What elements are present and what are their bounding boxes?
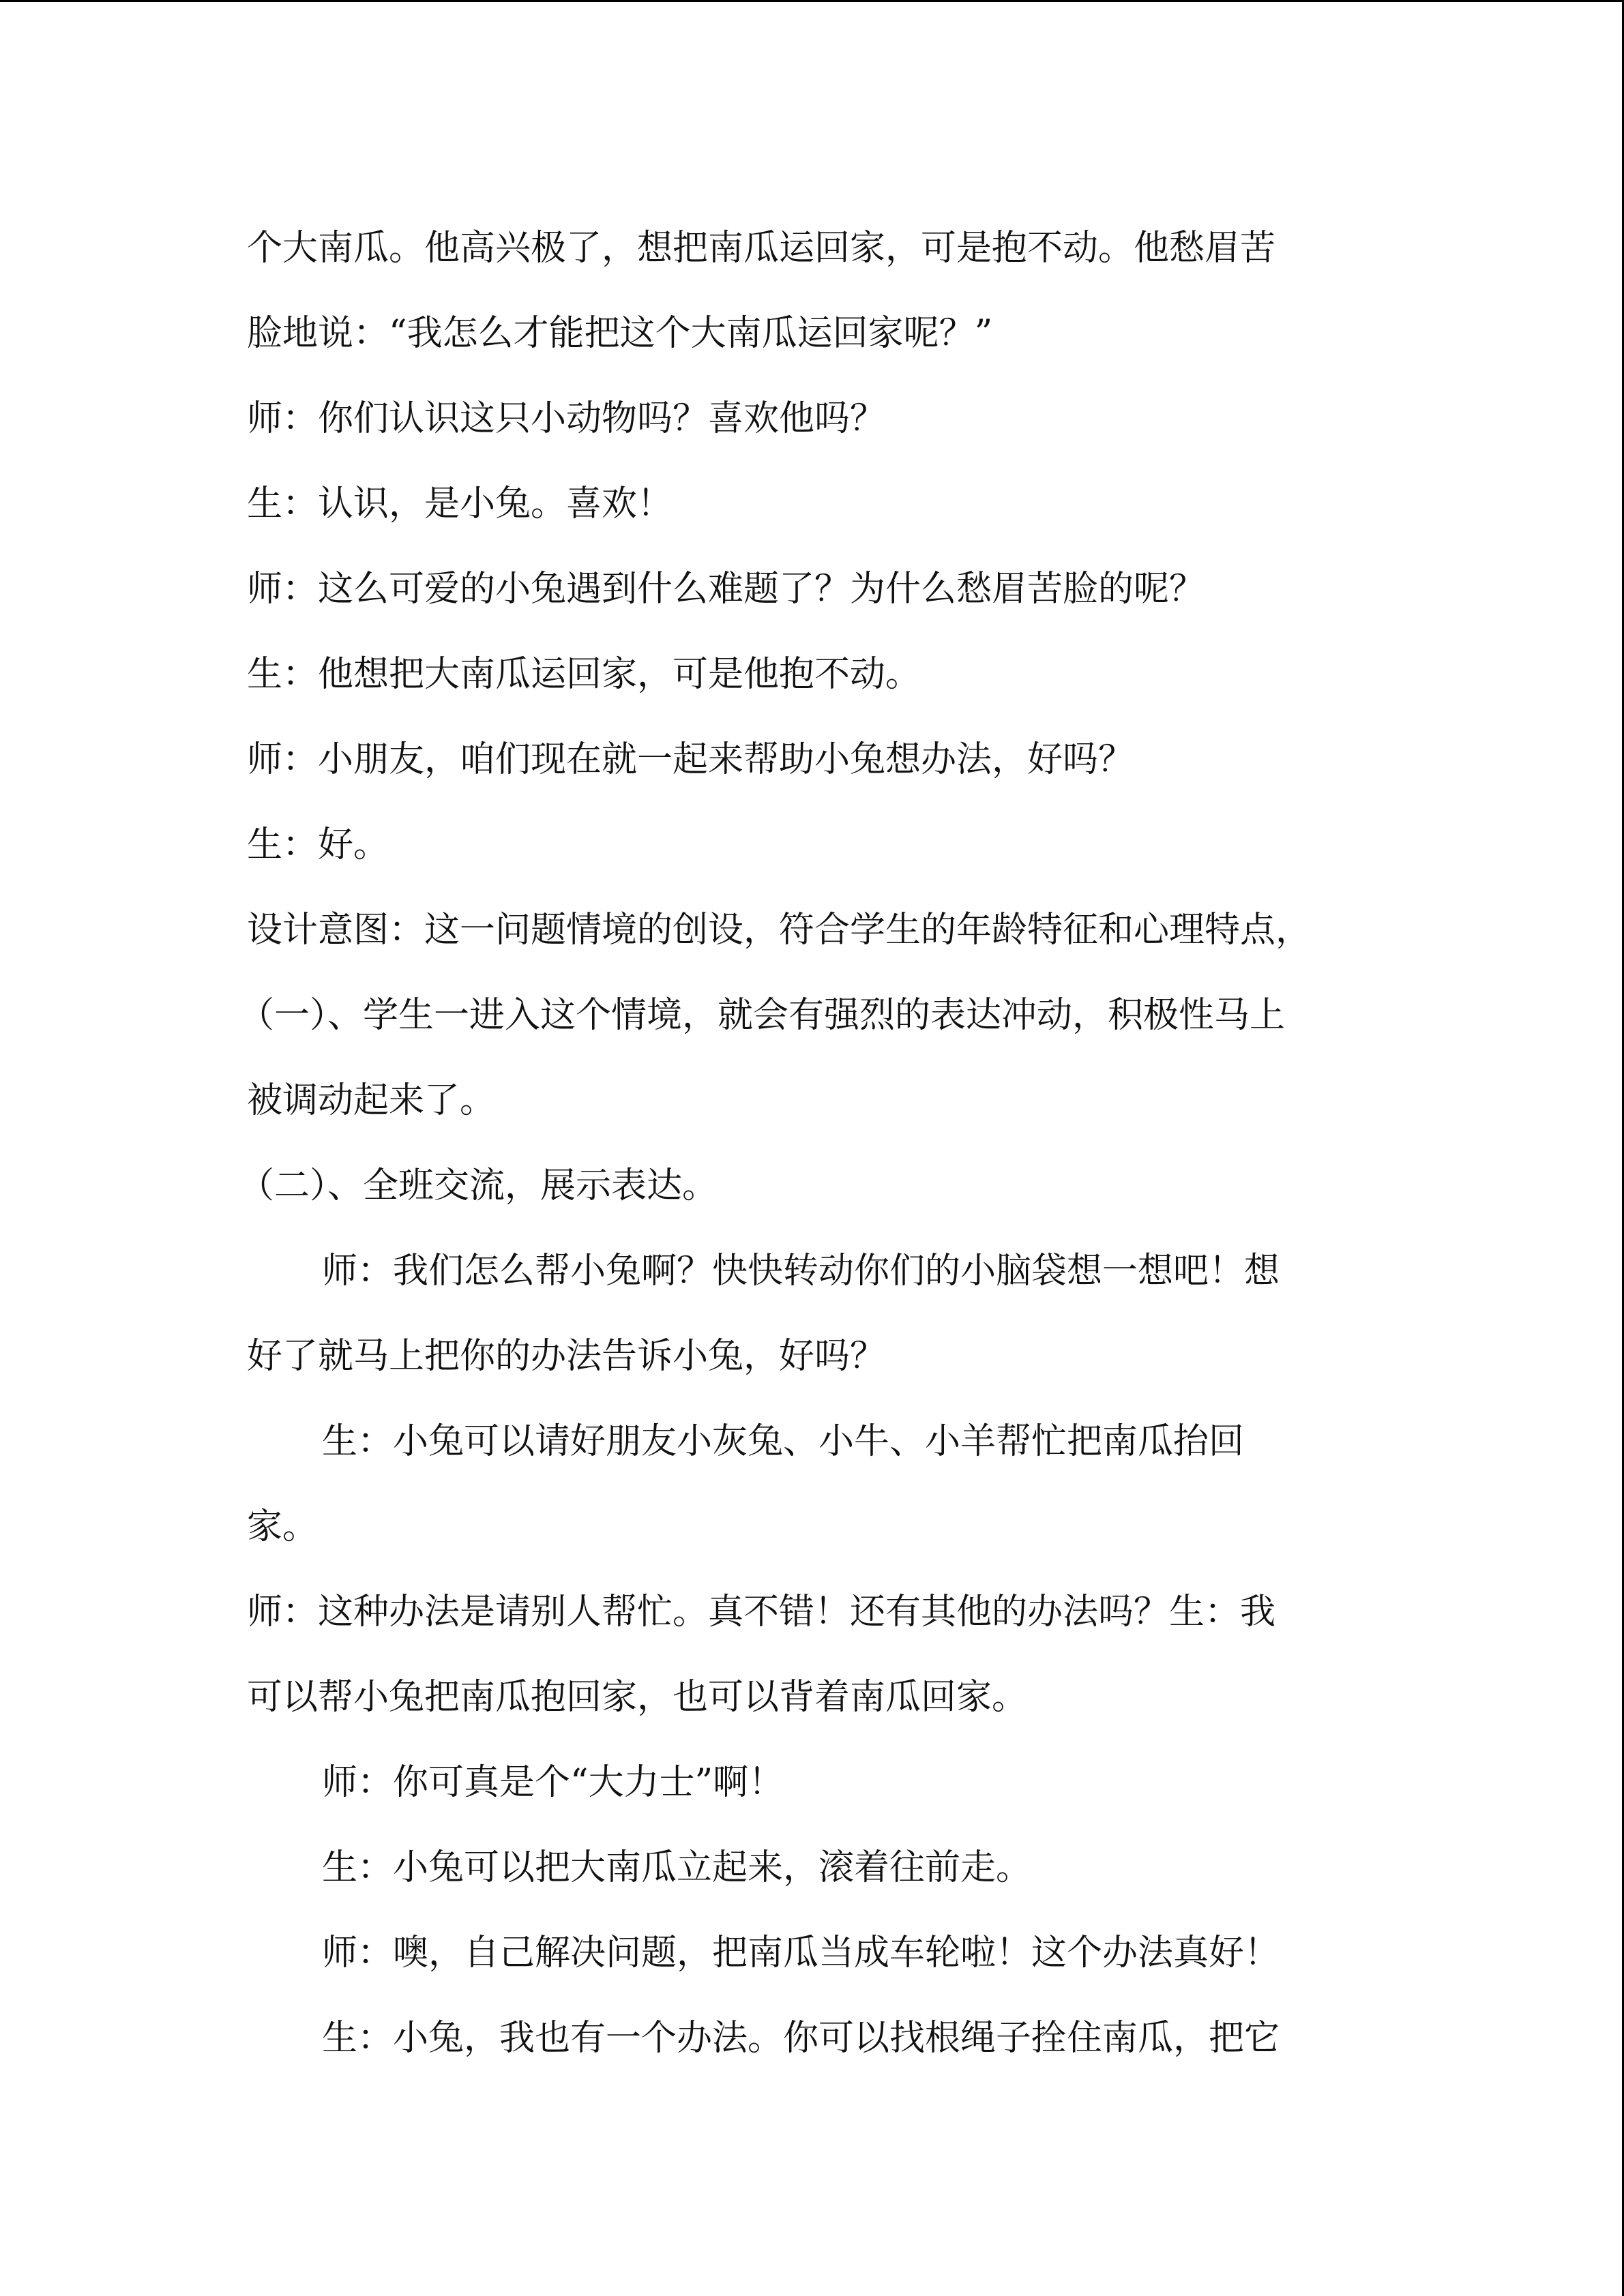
text-line: 师：小朋友，咱们现在就一起来帮助小兔想办法，好吗？ [247, 739, 1134, 780]
text-line: 个大南瓜。他高兴极了，想把南瓜运回家，可是抱不动。他愁眉苦 [247, 228, 1276, 269]
text-line: 生：好。 [247, 824, 389, 865]
text-line: 师：这么可爱的小兔遇到什么难题了？为什么愁眉苦脸的呢？ [247, 569, 1205, 610]
text-line: 生：他想把大南瓜运回家，可是他抱不动。 [247, 654, 921, 695]
text-line: 师：噢，自己解决问题，把南瓜当成车轮啦！这个办法真好！ [322, 1933, 1280, 1973]
text-line: （一）、学生一进入这个情境，就会有强烈的表达冲动，积极性马上 [239, 995, 1286, 1036]
text-line: 设计意图：这一问题情境的创设，符合学生的年龄特征和心理特点， [247, 910, 1312, 951]
text-line: 生：小兔可以把大南瓜立起来，滚着往前走。 [322, 1847, 1032, 1888]
text-line: 师：你可真是个“大力士”啊！ [322, 1762, 784, 1803]
text-line: 师：你们认识这只小动物吗？喜欢他吗？ [247, 398, 886, 439]
text-line: 师：我们怎么帮小兔啊？快快转动你们的小脑袋想一想吧！想 [322, 1251, 1280, 1292]
text-line: 被调动起来了。 [247, 1080, 496, 1121]
text-line: 生：小兔可以请好朋友小灰兔、小牛、小羊帮忙把南瓜抬回 [322, 1421, 1245, 1462]
text-line: 好了就马上把你的办法告诉小兔，好吗？ [247, 1336, 886, 1377]
page-top-border [0, 0, 1624, 2]
text-line: 生：认识，是小兔。喜欢！ [247, 483, 673, 524]
text-line: 家。 [247, 1506, 319, 1547]
section-heading: （二）、全班交流，展示表达。 [239, 1165, 718, 1206]
text-line: 可以帮小兔把南瓜抱回家，也可以背着南瓜回家。 [247, 1677, 1028, 1718]
text-line: 师：这种办法是请别人帮忙。真不错！还有其他的办法吗？生：我 [247, 1592, 1276, 1632]
document-page [239, 206, 1379, 2081]
text-line: 脸地说：“我怎么才能把这个大南瓜运回家呢？” [247, 313, 993, 354]
text-line: 生：小兔，我也有一个办法。你可以找根绳子拴住南瓜，把它 [322, 2018, 1280, 2059]
